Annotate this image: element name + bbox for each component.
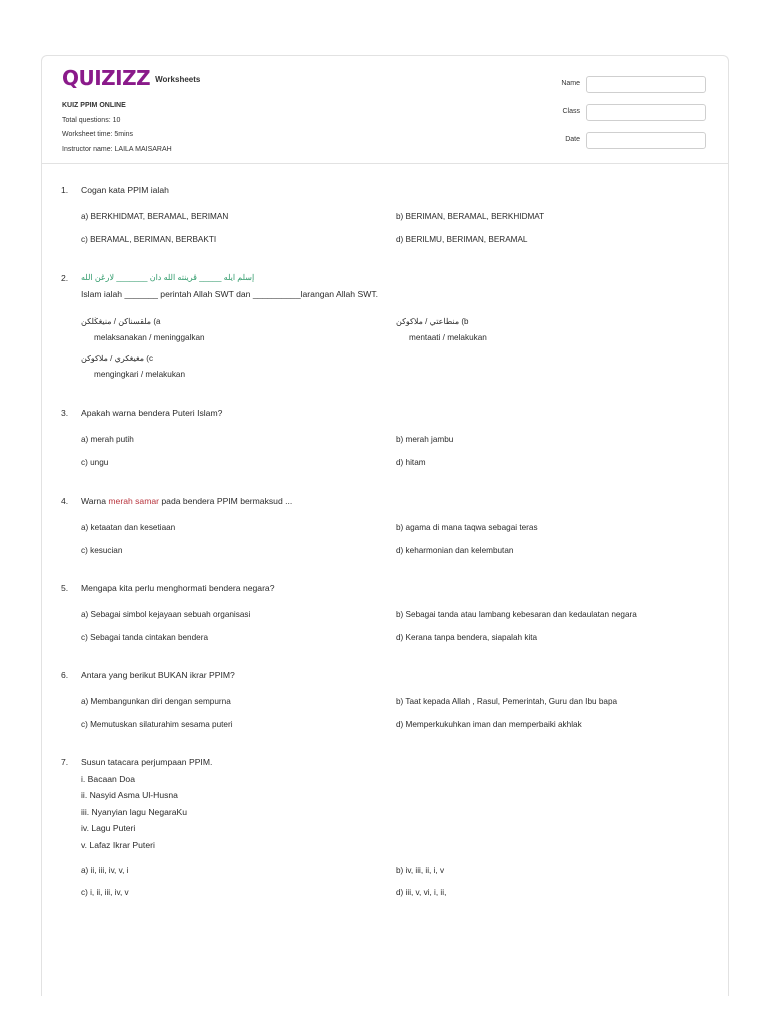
option-b-rumi[interactable]: mentaati / melakukan: [409, 333, 487, 342]
worksheet-header: [42, 56, 728, 164]
question-text-block: [81, 754, 212, 853]
option-d[interactable]: d) keharmonian dan kelembutan: [396, 546, 514, 555]
option-b[interactable]: b) agama di mana taqwa sebagai teras: [396, 523, 538, 532]
option-d[interactable]: d) Memperkukuhkan iman dan memperbaiki akhlak: [396, 720, 582, 729]
option-b[interactable]: b) Sebagai tanda atau lambang kebesaran dan kedaulatan negara: [396, 610, 637, 619]
question-number: 6.: [61, 670, 69, 680]
option-c-jawi[interactable]: مڠيڠكري / ملاكوكن (c: [81, 354, 153, 363]
question-text-highlight: merah samar: [108, 496, 160, 506]
option-b[interactable]: b) merah jambu: [396, 435, 454, 444]
option-c[interactable]: c) Memutuskan silaturahim sesama puteri: [81, 720, 233, 729]
logo-text: QUIZIZZ: [62, 66, 151, 90]
option-c-rumi[interactable]: mengingkari / melakukan: [94, 370, 186, 379]
question-number: 5.: [61, 583, 69, 593]
question-text: Mengapa kita perlu menghormati bendera negara?: [81, 583, 275, 593]
option-a[interactable]: a) ii, iii, iv, v, i: [81, 866, 129, 875]
option-b[interactable]: b) iv, iii, ii, i, v: [396, 866, 445, 875]
option-d[interactable]: d) Kerana tanpa bendera, siapalah kita: [396, 633, 538, 642]
class-field[interactable]: [586, 104, 706, 121]
question-text: Islam ialah _______ perintah Allah SWT dan __________larangan Allah SWT.: [81, 289, 379, 299]
total-questions: Total questions: 10: [62, 116, 121, 124]
question-text: Susun tatacara perjumpaan PPIM.: [81, 757, 213, 767]
option-a[interactable]: a) Membangunkan diri dengan sempurna: [81, 697, 231, 706]
question-text-after: pada bendera PPIM bermaksud ...: [159, 496, 293, 506]
question-text: Antara yang berikut BUKAN ikrar PPIM?: [81, 670, 235, 680]
question-text: Apakah warna bendera Puteri Islam?: [81, 408, 223, 418]
option-a-jawi[interactable]: ملقسناكن / منيڠڬلكن (a: [81, 317, 161, 326]
question-text-before: Warna: [81, 496, 109, 506]
option-b[interactable]: b) Taat kepada Allah , Rasul, Pemerintah, Guru dan Ibu bapa: [396, 697, 618, 706]
name-field[interactable]: [586, 76, 706, 93]
option-c[interactable]: c) Sebagai tanda cintakan bendera: [81, 633, 208, 642]
option-d[interactable]: d) iii, v, vi, i, ii,: [396, 888, 447, 897]
option-a[interactable]: a) merah putih: [81, 435, 134, 444]
option-a[interactable]: a) ketaatan dan kesetiaan: [81, 523, 176, 532]
question-text: Cogan kata PPIM ialah: [81, 185, 169, 195]
option-a[interactable]: a) Sebagai simbol kejayaan sebuah organisasi: [81, 610, 251, 619]
sequence-item: v. Lafaz Ikrar Puteri: [81, 839, 155, 850]
option-d[interactable]: d) hitam: [396, 458, 426, 467]
worksheet-time: Worksheet time: 5mins: [62, 131, 134, 138]
sequence-item: iii. Nyanyian lagu NegaraKu: [81, 806, 188, 817]
question-text: [81, 493, 292, 510]
option-b-jawi[interactable]: منطاعتي / ملاكوكن (b: [396, 317, 469, 326]
question-arabic-text: إسلم ايله _____ ڤرينته الله دان _______ لارڠن الله: [81, 273, 255, 282]
option-b[interactable]: b) BERIMAN, BERAMAL, BERKHIDMAT: [396, 212, 545, 221]
option-a[interactable]: a) BERKHIDMAT, BERAMAL, BERIMAN: [81, 212, 229, 221]
quiz-title: KUIZ PPIM ONLINE: [62, 102, 126, 109]
option-a-rumi[interactable]: melaksanakan / meninggalkan: [94, 333, 205, 342]
instructor-name: Instructor name: LAILA MAISARAH: [62, 145, 172, 153]
sequence-item: ii. Nasyid Asma Ul-Husna: [81, 790, 178, 800]
question-number: 1.: [61, 185, 69, 195]
question-number: 4.: [61, 496, 69, 506]
logo-subtitle: Worksheets: [155, 75, 201, 84]
question-number: 2.: [61, 273, 69, 283]
question-number: 3.: [61, 408, 69, 418]
quizizz-logo: [62, 67, 200, 89]
name-label: Name: [561, 80, 580, 87]
quiz-meta: [62, 99, 172, 157]
date-label: Date: [565, 136, 580, 143]
worksheet-page: [41, 55, 729, 996]
option-c[interactable]: c) ungu: [81, 458, 109, 467]
option-d[interactable]: d) BERILMU, BERIMAN, BERAMAL: [396, 235, 528, 244]
sequence-item: i. Bacaan Doa: [81, 773, 135, 784]
question-number: 7.: [61, 757, 69, 767]
sequence-item: iv. Lagu Puteri: [81, 823, 136, 833]
date-field[interactable]: [586, 132, 706, 149]
class-label: Class: [562, 108, 580, 115]
option-c[interactable]: c) kesucian: [81, 546, 123, 555]
option-c[interactable]: c) i, ii, iii, iv, v: [81, 888, 129, 897]
option-c[interactable]: c) BERAMAL, BERIMAN, BERBAKTI: [81, 235, 217, 244]
